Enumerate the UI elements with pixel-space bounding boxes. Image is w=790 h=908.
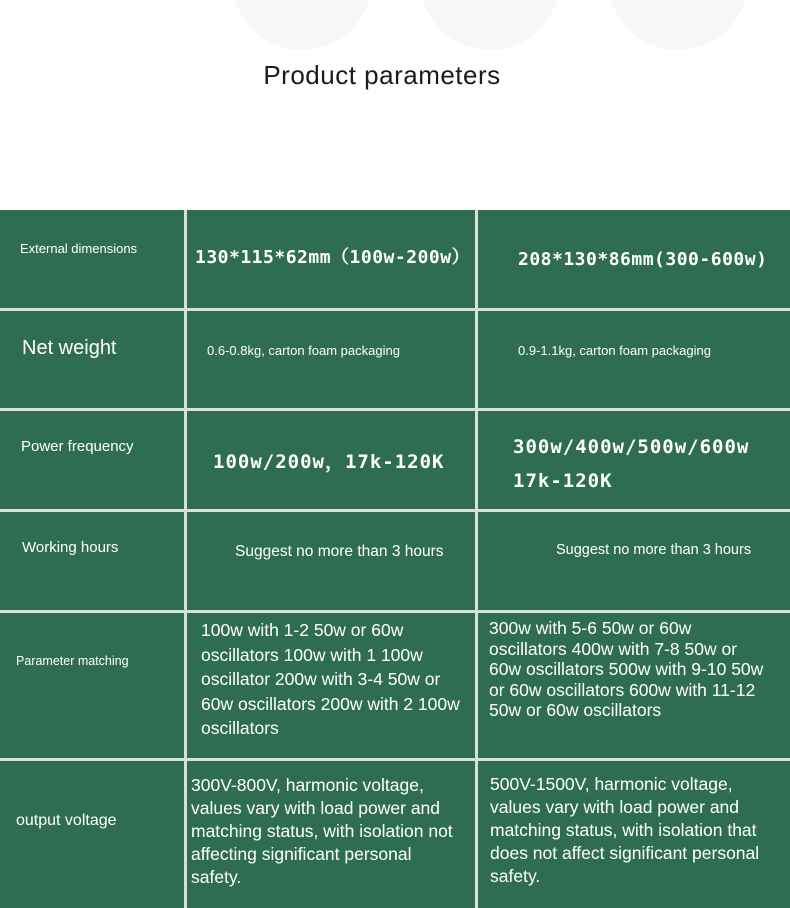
net-weight-small-model: 0.6-0.8kg, carton foam packaging xyxy=(187,311,475,408)
dimensions-small-model: 130*115*62mm（100w-200w） xyxy=(187,210,475,308)
row-label-net-weight: Net weight xyxy=(0,311,184,408)
row-label-working-hours: Working hours xyxy=(0,512,184,610)
power-frequency-large-model: 300w/400w/500w/600w 17k-120K xyxy=(478,411,790,509)
row-label-parameter-matching: Parameter matching xyxy=(0,613,184,758)
header-area xyxy=(0,0,790,210)
output-voltage-small-model: 300V-800V, harmonic voltage, values vary with load power and matching status, with isolation not affecting significant personal safety. xyxy=(187,761,475,908)
parameters-table xyxy=(0,210,790,908)
net-weight-large-model: 0.9-1.1kg, carton foam packaging xyxy=(478,311,790,408)
dimensions-large-model: 208*130*86mm(300-600w) xyxy=(478,210,790,308)
decorative-circle xyxy=(232,0,372,50)
working-hours-large-model: Suggest no more than 3 hours xyxy=(478,512,790,610)
output-voltage-large-model: 500V-1500V, harmonic voltage, values vary with load power and matching status, with isolation that does not affect significant personal safety. xyxy=(478,761,790,908)
decorative-circle xyxy=(420,0,560,50)
row-label-external-dimensions: External dimensions xyxy=(0,210,184,308)
decorative-circle xyxy=(608,0,748,50)
page-title: Product parameters xyxy=(263,60,501,90)
row-label-output-voltage: output voltage xyxy=(0,761,184,908)
row-label-power-frequency: Power frequency xyxy=(0,411,184,509)
parameter-matching-large-model: 300w with 5-6 50w or 60w oscillators 400w with 7-8 50w or 60w oscillators 500w with 9-10 50w or 60w oscillators 600w with 11-12 50w or 60w oscillators xyxy=(478,613,790,758)
working-hours-small-model: Suggest no more than 3 hours xyxy=(187,512,475,610)
power-frequency-small-model: 100w/200w，17k-120K xyxy=(187,411,475,509)
parameter-matching-small-model: 100w with 1-2 50w or 60w oscillators 100w with 1 100w oscillator 200w with 3-4 50w or 60w oscillators 200w with 2 100w oscillators xyxy=(187,613,475,758)
